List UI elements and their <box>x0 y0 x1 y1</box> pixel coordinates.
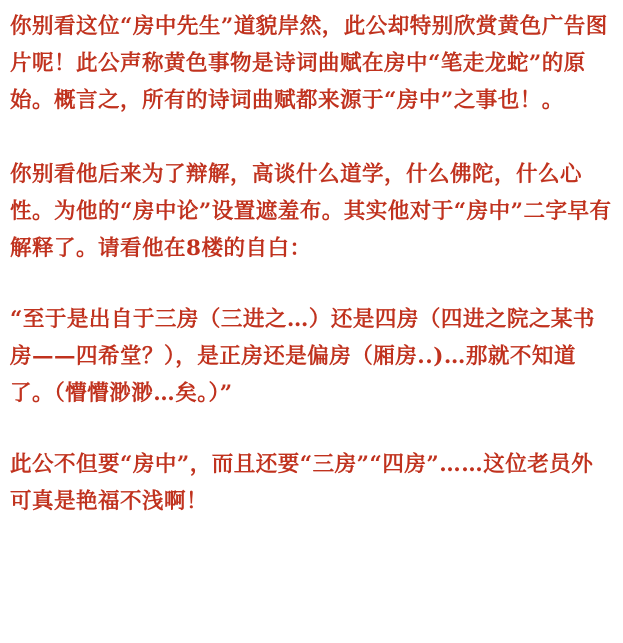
paragraph-4: 此公不但要“房中”，而且还要“三房”“四房”……这位老员外可真是艳福不浅啊！ <box>10 452 594 514</box>
paragraph-1: 你别看这位“房中先生”道貌岸然，此公却特别欣赏黄色广告图片呢！此公声称黄色事物是诗词曲赋在房中“笔走龙蛇”的原始。概言之，所有的诗词曲赋都来源于“房中”之事也！。 <box>10 14 608 113</box>
paragraph-3-quote: “至于是出自于三房（三进之…）还是四房（四进之院之某书房——四希堂？），是正房还是偏房（厢房..)…那就不知道了。（懵懵渺渺…矣。）” <box>10 307 595 406</box>
paragraph-spacer <box>10 119 613 156</box>
paragraph-spacer <box>10 267 613 301</box>
paragraph-spacer <box>10 412 613 446</box>
paragraph-2: 你别看他后来为了辩解，高谈什么道学，什么佛陀，什么心性。为他的“房中论”设置遮羞布。其实他对于“房中”二字早有解释了。请看他在8楼的自白： <box>10 162 612 261</box>
